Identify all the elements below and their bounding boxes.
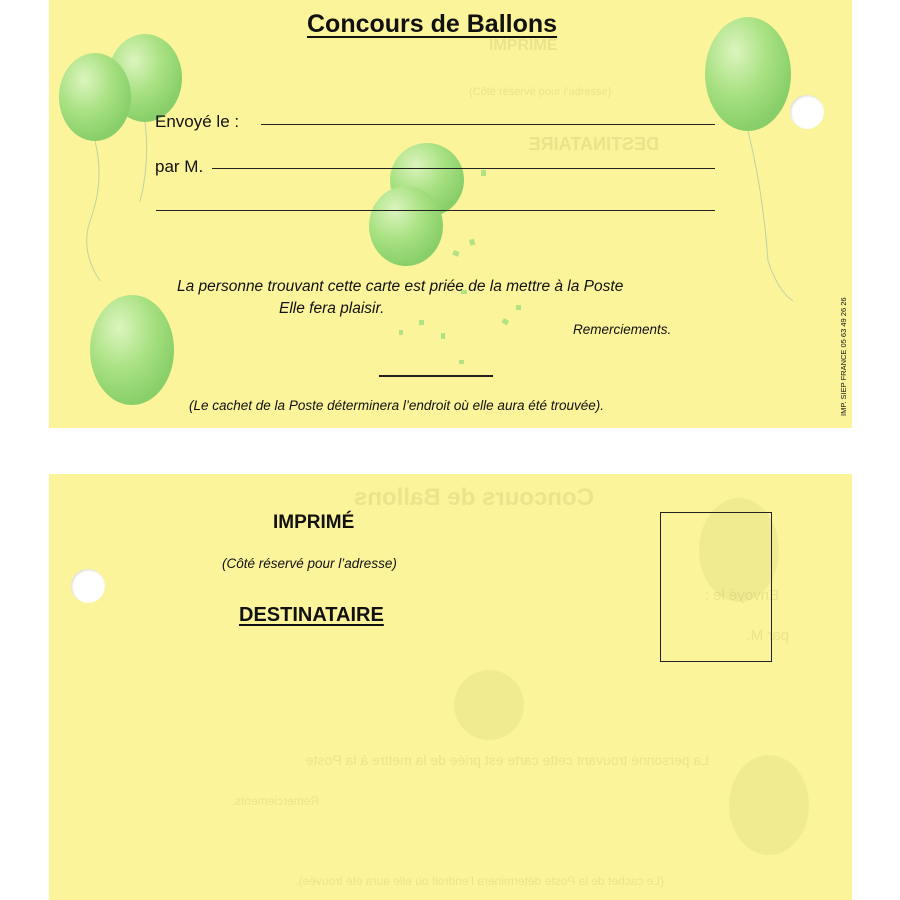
postmark-note: (Le cachet de la Poste déterminera l’endroit où elle aura été trouvée).	[189, 398, 604, 413]
printed-matter-label: IMPRIMÉ	[273, 512, 355, 533]
svg-text:(Côté réservé pour l’adresse): (Côté réservé pour l’adresse)	[469, 86, 612, 98]
balloon-decoration	[49, 0, 852, 428]
svg-text:par M.: par M.	[746, 627, 789, 644]
finder-message: La personne trouvant cette carte est priée de la mettre à la Poste	[177, 278, 624, 295]
sender-label: par M.	[155, 157, 204, 176]
thanks-text: Remerciements.	[573, 322, 672, 337]
card-back	[49, 474, 852, 900]
sender-address-field[interactable]	[156, 210, 715, 211]
punch-hole-icon	[71, 569, 105, 603]
svg-text:Envoyé le :: Envoyé le :	[704, 587, 779, 604]
postmark-line	[379, 375, 493, 377]
svg-text:La personne trouvant cette car: La personne trouvant cette carte est priée de la mettre à la Poste	[305, 752, 709, 768]
svg-text:(Le cachet de la Poste détermi: (Le cachet de la Poste déterminera l’endroit où elle aura été trouvée).	[295, 874, 664, 888]
balloon-icon	[369, 143, 464, 266]
balloon-icon	[705, 17, 793, 301]
punch-hole-icon	[790, 95, 824, 129]
svg-text:IMPRIMÉ: IMPRIMÉ	[489, 37, 558, 54]
sender-name-field[interactable]	[212, 168, 715, 169]
address-note: (Côté réservé pour l’adresse)	[222, 556, 397, 571]
card-title: Concours de Ballons	[307, 10, 558, 38]
svg-text:DESTINATAIRE: DESTINATAIRE	[528, 134, 659, 154]
printer-note: IMP. SIEP FRANCE 05 63 49 26 26	[839, 297, 848, 416]
stamp-box	[660, 512, 772, 662]
finder-message-closing: Elle fera plaisir.	[279, 300, 385, 317]
svg-text:Concours de Ballons: Concours de Ballons	[353, 484, 594, 511]
sent-date-field[interactable]	[261, 124, 715, 125]
recipient-heading: DESTINATAIRE	[239, 604, 384, 626]
balloon-icon	[90, 295, 174, 405]
card-front	[49, 0, 852, 428]
sent-date-label: Envoyé le :	[155, 112, 240, 131]
svg-text:Remerciements.: Remerciements.	[231, 794, 319, 808]
